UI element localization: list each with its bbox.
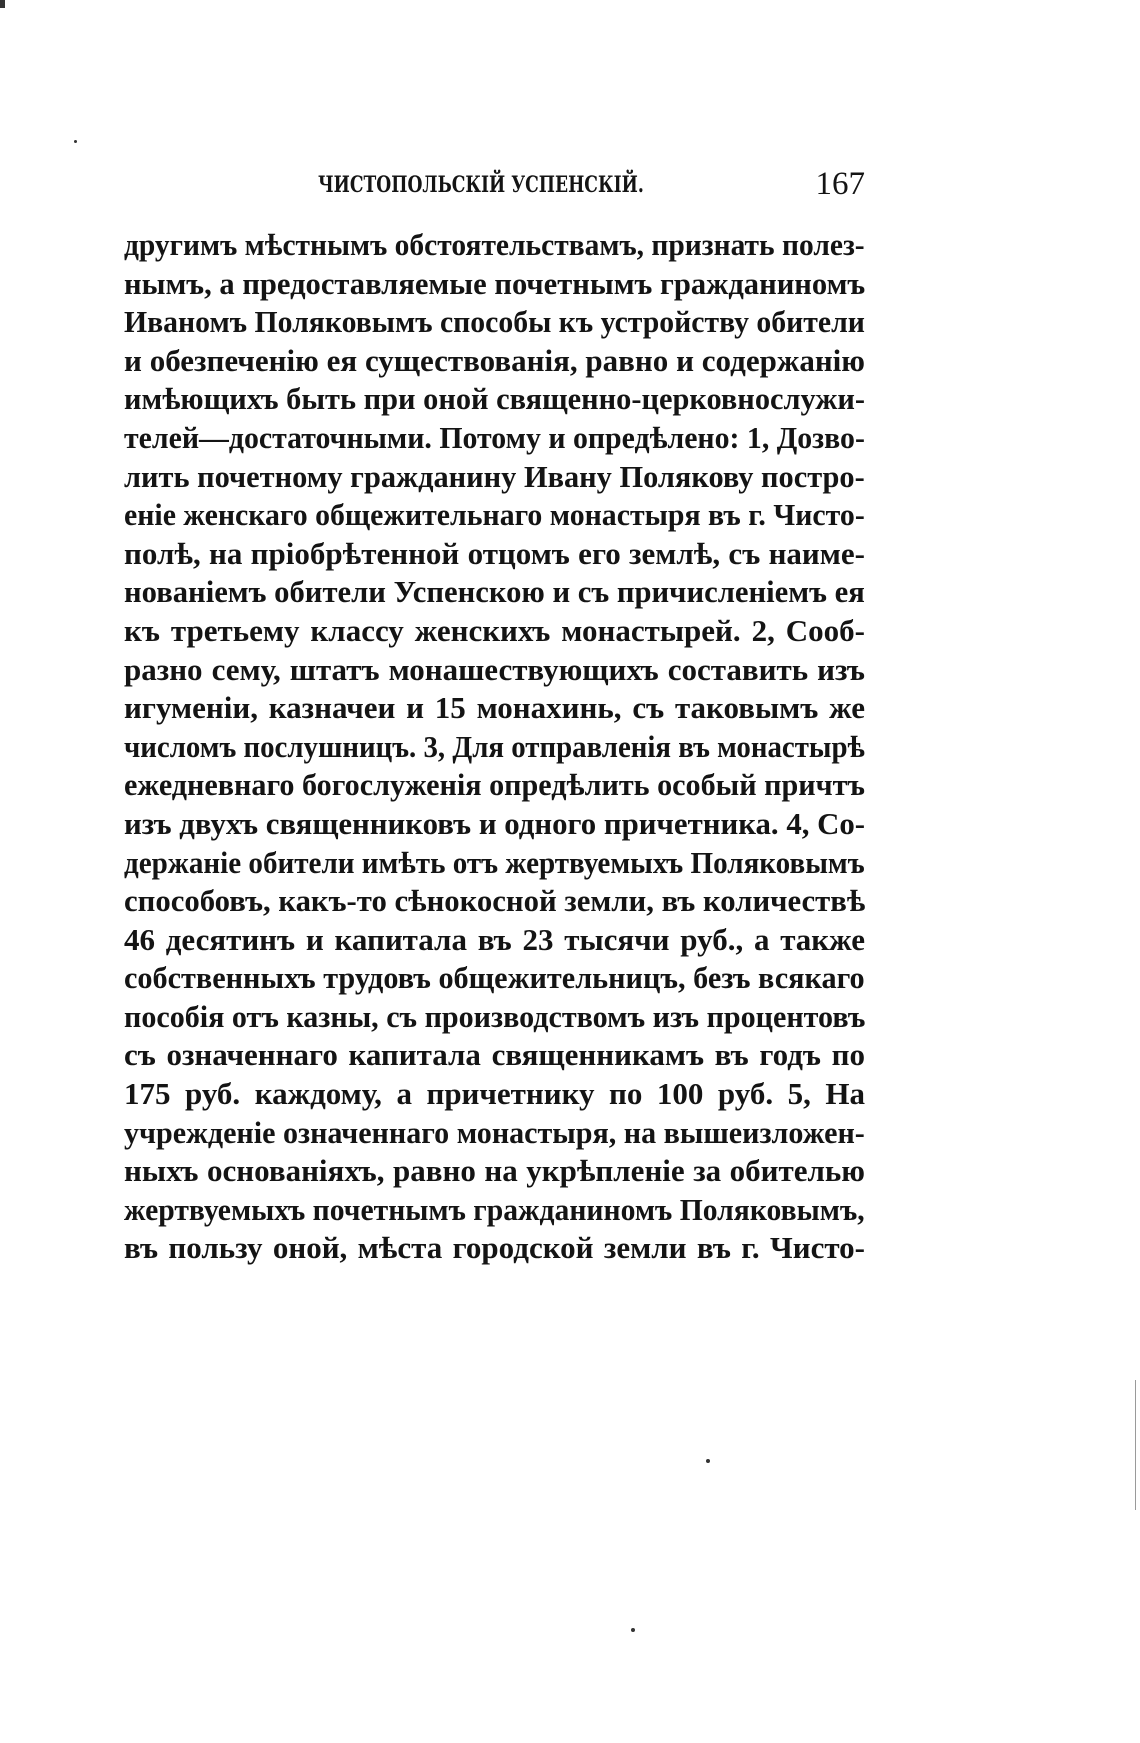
scan-speck — [631, 1628, 635, 1632]
text-line: пособія отъ казны, съ производствомъ изъ процентовъ — [124, 998, 866, 1034]
text-line: учрежденіе означеннаго монастыря, на вышеизложен- — [124, 1114, 865, 1150]
scan-speck — [706, 1459, 710, 1463]
text-line: числомъ послушницъ. 3, Для отправленія въ монастырѣ — [124, 728, 865, 764]
page-number: 167 — [815, 166, 865, 202]
text-line: къ третьему классу женскихъ монастырей. 2, Сооб- — [124, 612, 865, 648]
text-line: еніе женскаго общежительнаго монастыря въ г. Чисто- — [124, 497, 865, 533]
text-line: ныхъ основаніяхъ, равно на укрѣпленіе за обителью — [124, 1153, 865, 1189]
text-line: въ пользу оной, мѣста городской земли въ г. Чисто- — [124, 1230, 865, 1266]
text-line: держаніе обители имѣть отъ жертвуемыхъ Поляковымъ — [124, 844, 865, 880]
scan-speck — [74, 140, 77, 143]
text-line: жертвуемыхъ почетнымъ гражданиномъ Поляковымъ, — [124, 1191, 865, 1227]
text-line: лить почетному гражданину Ивану Полякову постро- — [124, 458, 865, 494]
text-line: имѣющихъ быть при оной священно-церковнослужи- — [124, 381, 865, 417]
text-line: 46 десятинъ и капитала въ 23 тысячи руб., а также — [124, 921, 865, 957]
text-line: телей—достаточными. Потому и опредѣлено: 1, Дозво- — [124, 419, 865, 455]
text-line: игуменіи, казначеи и 15 монахинь, съ таковымъ же — [124, 690, 865, 726]
body-text — [124, 226, 865, 1268]
text-line: разно сему, штатъ монашествующихъ составить изъ — [124, 651, 865, 687]
text-line: ежедневнаго богослуженія опредѣлить особый причтъ — [124, 767, 865, 803]
text-line: 175 руб. каждому, а причетнику по 100 руб. 5, На — [124, 1076, 865, 1112]
text-line: другимъ мѣстнымъ обстоятельствамъ, признать полез- — [124, 227, 865, 262]
text-line: полѣ, на пріобрѣтенной отцомъ его землѣ, съ наиме- — [124, 535, 865, 571]
text-line: способовъ, какъ-то сѣнокосной земли, въ количествѣ — [124, 883, 866, 919]
text-line: собственныхъ трудовъ общежительницъ, безъ всякаго — [124, 960, 865, 996]
text-line: нымъ, а предоставляемые почетнымъ гражданиномъ — [124, 265, 866, 301]
text-line: Иваномъ Поляковымъ способы къ устройству обители — [124, 304, 865, 340]
text-line: нованіемъ обители Успенскою и съ причисленіемъ ея — [124, 574, 865, 610]
scan-speck — [0, 0, 5, 8]
text-line: съ означеннаго капитала священникамъ въ годъ по — [124, 1037, 865, 1073]
running-head — [112, 158, 865, 208]
text-line: и обезпеченію ея существованія, равно и содержанію — [124, 342, 865, 378]
scan-edge-line — [1135, 1380, 1136, 1510]
running-title: ЧИСТОПОЛЬСКІЙ УСПЕНСКІЙ. — [318, 172, 644, 198]
text-line: изъ двухъ священниковъ и одного причетника. 4, Со- — [124, 805, 866, 841]
